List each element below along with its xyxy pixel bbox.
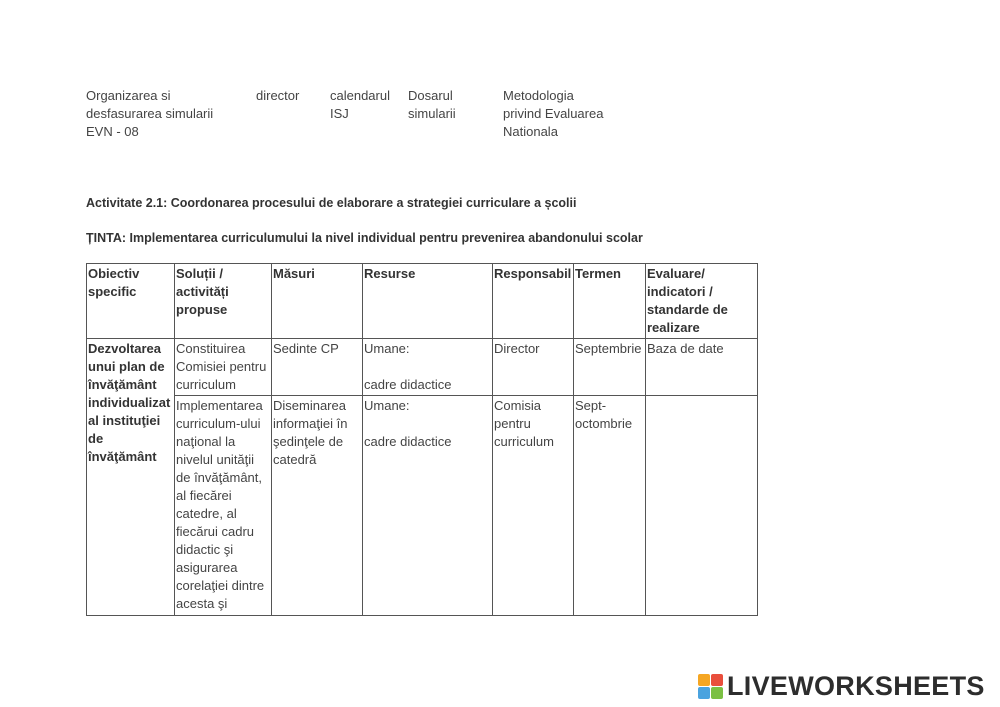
solutions-cell: Implementarea curriculum-ului naţional la nivelul unităţii de învăţământ, al fiecărei catedre, al fiecărui cadru didactic şi asigurarea corelaţiei dintre acesta şi <box>175 396 272 616</box>
logo-block <box>698 687 710 699</box>
measures-cell: Sedinte CP <box>272 339 363 396</box>
measures-cell: Diseminarea informaţiei în şedinţele de catedră <box>272 396 363 616</box>
header-solutions: Soluții / activități propuse <box>175 264 272 339</box>
table-header-row <box>87 264 758 339</box>
header-evaluation: Evaluare/ indicatori / standarde de realizare <box>646 264 758 339</box>
top-line: ISJ <box>330 106 349 121</box>
logo-block <box>711 687 723 699</box>
top-line: Metodologia <box>503 88 574 103</box>
header-responsible: Responsabil <box>493 264 574 339</box>
top-col-activity <box>86 87 213 141</box>
objective-cell: Dezvoltarea unui plan de învăţământ individualizat al instituţiei de învăţământ <box>87 339 175 616</box>
resources-cell: Umane: cadre didactice <box>363 339 493 396</box>
top-col-resources <box>408 87 456 123</box>
top-line: simularii <box>408 106 456 121</box>
logo-blocks-icon <box>698 674 723 699</box>
logo-block <box>698 674 710 686</box>
evaluation-cell: Baza de date <box>646 339 758 396</box>
evaluation-cell <box>646 396 758 616</box>
solutions-cell: Constituirea Comisiei pentru curriculum <box>175 339 272 396</box>
header-resources: Resurse <box>363 264 493 339</box>
top-line: director <box>256 88 300 103</box>
header-objective: Obiectiv specific <box>87 264 175 339</box>
term-cell: Sept- octombrie <box>574 396 646 616</box>
top-line: Dosarul <box>408 88 453 103</box>
logo-text: LIVEWORKSHEETS <box>727 670 985 701</box>
top-line: calendarul <box>330 88 390 103</box>
resources-cell: Umane: cadre didactice <box>363 396 493 616</box>
responsible-cell: Director <box>493 339 574 396</box>
liveworksheets-logo <box>698 671 985 701</box>
top-line: Organizarea si <box>86 88 171 103</box>
responsible-cell: Comisia pentru curriculum <box>493 396 574 616</box>
header-term: Termen <box>574 264 646 339</box>
top-line: EVN - 08 <box>86 124 139 139</box>
top-col-term <box>330 87 390 123</box>
activity-heading: Activitate 2.1: Coordonarea procesului de elaborare a strategiei curriculare a școlii <box>86 196 577 210</box>
logo-block <box>711 674 723 686</box>
top-col-evaluation <box>503 87 603 141</box>
table-row <box>87 396 758 616</box>
header-measures: Măsuri <box>272 264 363 339</box>
table-row <box>87 339 758 396</box>
term-cell: Septembrie <box>574 339 646 396</box>
target-heading: ȚINTA: Implementarea curriculumului la nivel individual pentru prevenirea abandonului scolar <box>86 231 643 245</box>
top-line: privind Evaluarea <box>503 106 604 121</box>
strategy-table <box>86 263 758 616</box>
top-line: Nationala <box>503 124 558 139</box>
top-col-responsible <box>256 87 299 105</box>
top-line: desfasurarea simularii <box>86 106 214 121</box>
